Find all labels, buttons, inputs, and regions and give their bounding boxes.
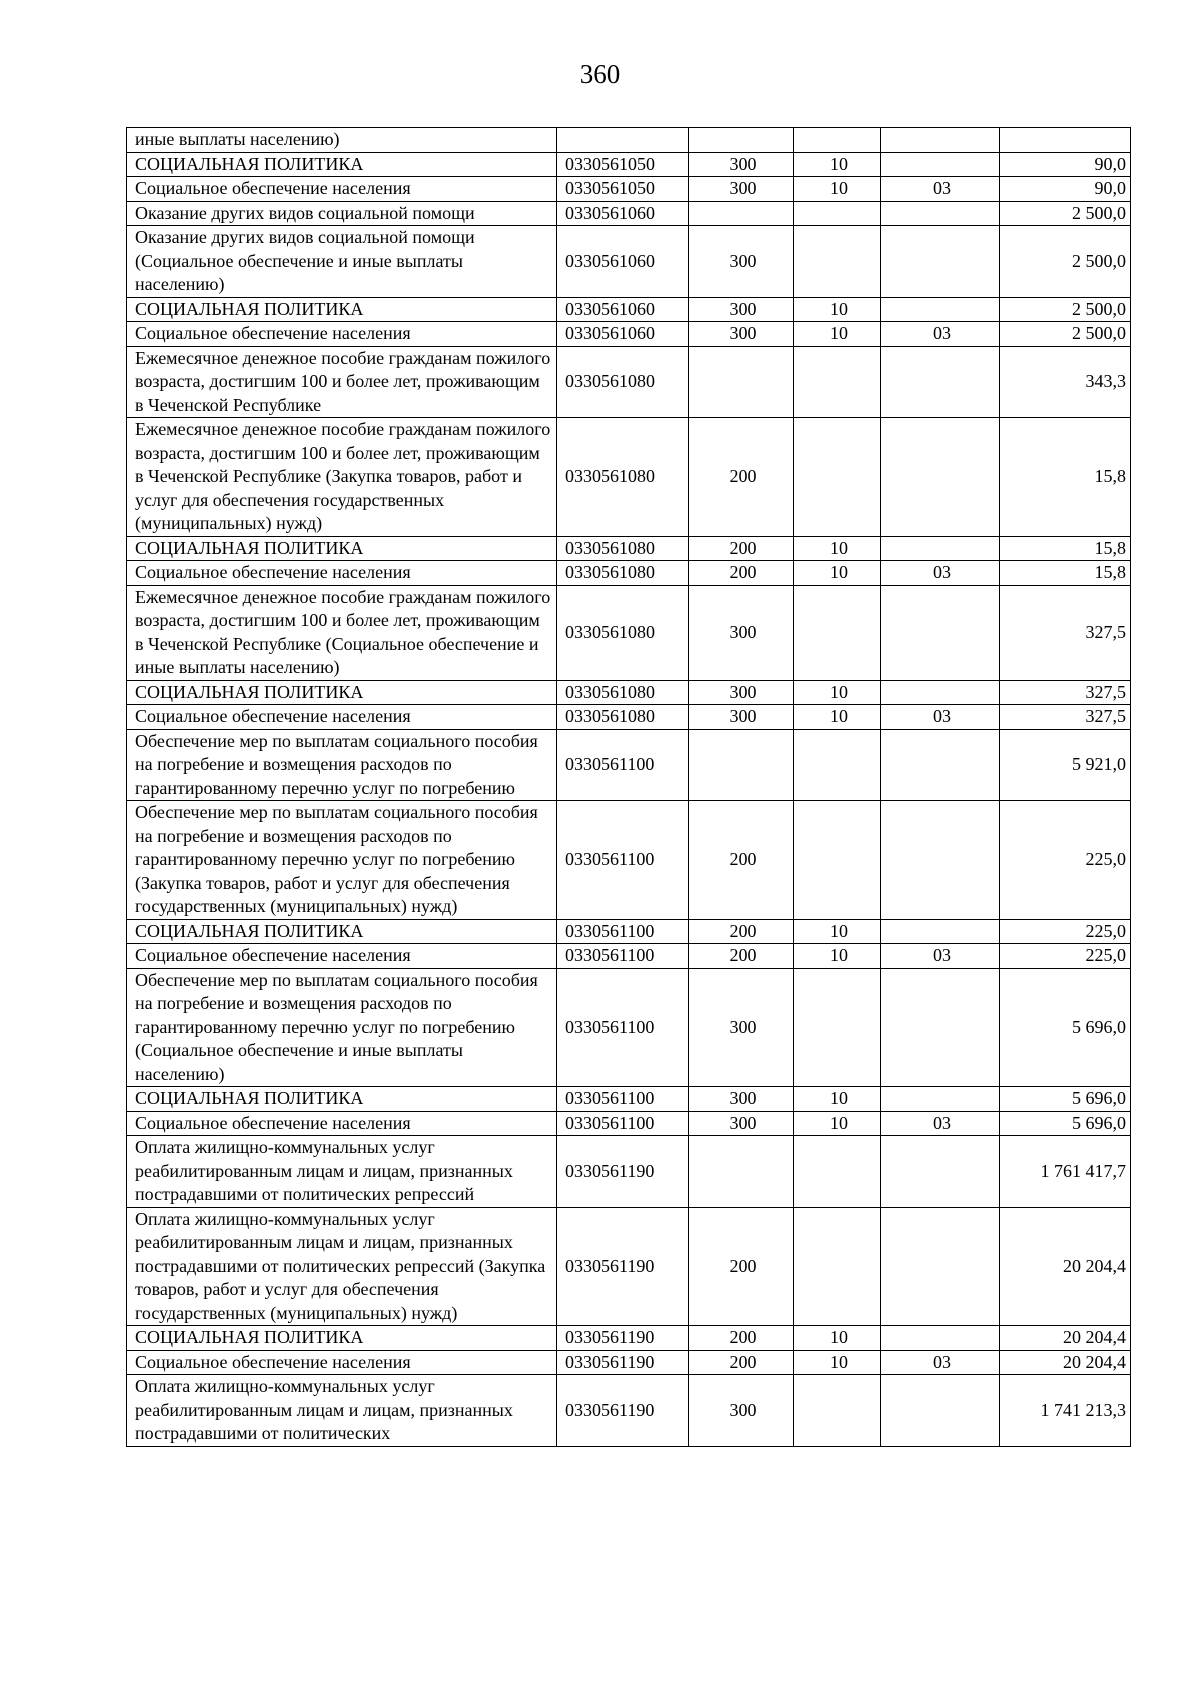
row-name-cell: Социальное обеспечение населения bbox=[127, 705, 557, 730]
section-cell: 10 bbox=[794, 1111, 881, 1136]
target-code-cell: 0330561080 bbox=[557, 346, 689, 418]
expense-type-cell: 300 bbox=[689, 322, 794, 347]
subsection-cell bbox=[881, 585, 1000, 680]
section-cell: 10 bbox=[794, 177, 881, 202]
section-cell: 10 bbox=[794, 944, 881, 969]
row-name-cell: Социальное обеспечение населения bbox=[127, 944, 557, 969]
table-row bbox=[127, 968, 1131, 1087]
section-cell bbox=[794, 1207, 881, 1326]
section-cell: 10 bbox=[794, 680, 881, 705]
table-row bbox=[127, 705, 1131, 730]
section-cell bbox=[794, 729, 881, 801]
table-row bbox=[127, 729, 1131, 801]
expense-type-cell bbox=[689, 128, 794, 153]
subsection-cell bbox=[881, 128, 1000, 153]
target-code-cell: 0330561060 bbox=[557, 322, 689, 347]
section-cell: 10 bbox=[794, 536, 881, 561]
amount-cell: 90,0 bbox=[1000, 152, 1131, 177]
budget-table-body bbox=[127, 128, 1131, 1447]
target-code-cell bbox=[557, 128, 689, 153]
target-code-cell: 0330561100 bbox=[557, 1087, 689, 1112]
subsection-cell: 03 bbox=[881, 177, 1000, 202]
subsection-cell: 03 bbox=[881, 1350, 1000, 1375]
row-name-cell: Социальное обеспечение населения bbox=[127, 1350, 557, 1375]
amount-cell: 2 500,0 bbox=[1000, 322, 1131, 347]
target-code-cell: 0330561080 bbox=[557, 705, 689, 730]
target-code-cell: 0330561080 bbox=[557, 418, 689, 537]
amount-cell: 20 204,4 bbox=[1000, 1326, 1131, 1351]
subsection-cell: 03 bbox=[881, 944, 1000, 969]
row-name-cell: Ежемесячное денежное пособие гражданам пожилого возраста, достигшим 100 и более лет, проживающим в Чеченской Республике (Закупка товаров, работ и услуг для обеспечения государственных (муниципальных) нужд) bbox=[127, 418, 557, 537]
row-name-cell: СОЦИАЛЬНАЯ ПОЛИТИКА bbox=[127, 1326, 557, 1351]
subsection-cell bbox=[881, 1207, 1000, 1326]
subsection-cell bbox=[881, 729, 1000, 801]
section-cell: 10 bbox=[794, 561, 881, 586]
subsection-cell bbox=[881, 919, 1000, 944]
expense-type-cell: 300 bbox=[689, 585, 794, 680]
subsection-cell bbox=[881, 346, 1000, 418]
target-code-cell: 0330561060 bbox=[557, 226, 689, 298]
section-cell: 10 bbox=[794, 1087, 881, 1112]
subsection-cell bbox=[881, 418, 1000, 537]
target-code-cell: 0330561050 bbox=[557, 177, 689, 202]
section-cell bbox=[794, 201, 881, 226]
subsection-cell bbox=[881, 680, 1000, 705]
target-code-cell: 0330561080 bbox=[557, 536, 689, 561]
amount-cell: 1 741 213,3 bbox=[1000, 1375, 1131, 1447]
subsection-cell: 03 bbox=[881, 705, 1000, 730]
target-code-cell: 0330561190 bbox=[557, 1136, 689, 1208]
expense-type-cell: 300 bbox=[689, 705, 794, 730]
row-name-cell: Обеспечение мер по выплатам социального пособия на погребение и возмещения расходов по гарантированному перечню услуг по погребению (Социальное обеспечение и иные выплаты населению) bbox=[127, 968, 557, 1087]
target-code-cell: 0330561100 bbox=[557, 1111, 689, 1136]
table-row bbox=[127, 561, 1131, 586]
expense-type-cell: 300 bbox=[689, 297, 794, 322]
table-row bbox=[127, 1111, 1131, 1136]
expense-type-cell: 300 bbox=[689, 177, 794, 202]
expense-type-cell: 300 bbox=[689, 1087, 794, 1112]
table-row bbox=[127, 322, 1131, 347]
row-name-cell: Оказание других видов социальной помощи bbox=[127, 201, 557, 226]
amount-cell: 15,8 bbox=[1000, 418, 1131, 537]
table-row bbox=[127, 1087, 1131, 1112]
amount-cell: 2 500,0 bbox=[1000, 201, 1131, 226]
row-name-cell: Социальное обеспечение населения bbox=[127, 322, 557, 347]
section-cell bbox=[794, 128, 881, 153]
expense-type-cell: 200 bbox=[689, 418, 794, 537]
row-name-cell: СОЦИАЛЬНАЯ ПОЛИТИКА bbox=[127, 297, 557, 322]
table-row bbox=[127, 177, 1131, 202]
target-code-cell: 0330561080 bbox=[557, 561, 689, 586]
row-name-cell: СОЦИАЛЬНАЯ ПОЛИТИКА bbox=[127, 919, 557, 944]
amount-cell: 327,5 bbox=[1000, 585, 1131, 680]
amount-cell: 2 500,0 bbox=[1000, 226, 1131, 298]
subsection-cell: 03 bbox=[881, 561, 1000, 586]
section-cell: 10 bbox=[794, 705, 881, 730]
page-number: 360 bbox=[579, 59, 621, 89]
section-cell bbox=[794, 585, 881, 680]
target-code-cell: 0330561190 bbox=[557, 1350, 689, 1375]
target-code-cell: 0330561080 bbox=[557, 680, 689, 705]
row-name-cell: Ежемесячное денежное пособие гражданам пожилого возраста, достигшим 100 и более лет, проживающим в Чеченской Республике bbox=[127, 346, 557, 418]
amount-cell: 327,5 bbox=[1000, 705, 1131, 730]
amount-cell: 5 696,0 bbox=[1000, 1111, 1131, 1136]
budget-table bbox=[126, 127, 1131, 1447]
section-cell bbox=[794, 968, 881, 1087]
amount-cell: 5 696,0 bbox=[1000, 1087, 1131, 1112]
table-row bbox=[127, 418, 1131, 537]
table-row bbox=[127, 585, 1131, 680]
expense-type-cell: 200 bbox=[689, 561, 794, 586]
row-name-cell: Оплата жилищно-коммунальных услуг реабилитированным лицам и лицам, признанных пострадавшими от политических репрессий (Закупка товаров, работ и услуг для обеспечения государственных (муниципальных) нужд) bbox=[127, 1207, 557, 1326]
section-cell: 10 bbox=[794, 919, 881, 944]
expense-type-cell: 200 bbox=[689, 1207, 794, 1326]
section-cell: 10 bbox=[794, 297, 881, 322]
table-row bbox=[127, 919, 1131, 944]
target-code-cell: 0330561190 bbox=[557, 1207, 689, 1326]
subsection-cell: 03 bbox=[881, 322, 1000, 347]
target-code-cell: 0330561100 bbox=[557, 801, 689, 920]
row-name-cell: Оказание других видов социальной помощи (Социальное обеспечение и иные выплаты населению) bbox=[127, 226, 557, 298]
subsection-cell bbox=[881, 226, 1000, 298]
row-name-cell: Обеспечение мер по выплатам социального пособия на погребение и возмещения расходов по гарантированному перечню услуг по погребению (Закупка товаров, работ и услуг для обеспечения государственных (муниципальных) нужд) bbox=[127, 801, 557, 920]
row-name-cell: иные выплаты населению) bbox=[127, 128, 557, 153]
subsection-cell bbox=[881, 801, 1000, 920]
expense-type-cell: 200 bbox=[689, 944, 794, 969]
table-row bbox=[127, 1350, 1131, 1375]
expense-type-cell: 200 bbox=[689, 536, 794, 561]
expense-type-cell: 300 bbox=[689, 968, 794, 1087]
table-row bbox=[127, 346, 1131, 418]
section-cell: 10 bbox=[794, 1350, 881, 1375]
expense-type-cell bbox=[689, 729, 794, 801]
table-row bbox=[127, 201, 1131, 226]
row-name-cell: СОЦИАЛЬНАЯ ПОЛИТИКА bbox=[127, 152, 557, 177]
target-code-cell: 0330561100 bbox=[557, 919, 689, 944]
amount-cell: 15,8 bbox=[1000, 561, 1131, 586]
amount-cell: 5 921,0 bbox=[1000, 729, 1131, 801]
subsection-cell bbox=[881, 968, 1000, 1087]
amount-cell: 225,0 bbox=[1000, 801, 1131, 920]
target-code-cell: 0330561080 bbox=[557, 585, 689, 680]
target-code-cell: 0330561060 bbox=[557, 297, 689, 322]
expense-type-cell bbox=[689, 1136, 794, 1208]
target-code-cell: 0330561100 bbox=[557, 944, 689, 969]
section-cell bbox=[794, 346, 881, 418]
table-row bbox=[127, 226, 1131, 298]
amount-cell: 1 761 417,7 bbox=[1000, 1136, 1131, 1208]
subsection-cell bbox=[881, 201, 1000, 226]
row-name-cell: Социальное обеспечение населения bbox=[127, 561, 557, 586]
table-row bbox=[127, 297, 1131, 322]
section-cell: 10 bbox=[794, 322, 881, 347]
expense-type-cell: 300 bbox=[689, 1375, 794, 1447]
expense-type-cell: 300 bbox=[689, 152, 794, 177]
expense-type-cell: 300 bbox=[689, 680, 794, 705]
section-cell bbox=[794, 1375, 881, 1447]
subsection-cell bbox=[881, 297, 1000, 322]
expense-type-cell: 200 bbox=[689, 1326, 794, 1351]
target-code-cell: 0330561190 bbox=[557, 1375, 689, 1447]
row-name-cell: СОЦИАЛЬНАЯ ПОЛИТИКА bbox=[127, 1087, 557, 1112]
row-name-cell: Социальное обеспечение населения bbox=[127, 177, 557, 202]
table-row bbox=[127, 128, 1131, 153]
section-cell: 10 bbox=[794, 152, 881, 177]
row-name-cell: Оплата жилищно-коммунальных услуг реабилитированным лицам и лицам, признанных пострадавшими от политических bbox=[127, 1375, 557, 1447]
amount-cell: 343,3 bbox=[1000, 346, 1131, 418]
section-cell bbox=[794, 226, 881, 298]
row-name-cell: СОЦИАЛЬНАЯ ПОЛИТИКА bbox=[127, 536, 557, 561]
table-row bbox=[127, 1326, 1131, 1351]
amount-cell bbox=[1000, 128, 1131, 153]
row-name-cell: Обеспечение мер по выплатам социального пособия на погребение и возмещения расходов по гарантированному перечню услуг по погребению bbox=[127, 729, 557, 801]
amount-cell: 15,8 bbox=[1000, 536, 1131, 561]
target-code-cell: 0330561100 bbox=[557, 968, 689, 1087]
section-cell bbox=[794, 418, 881, 537]
table-row bbox=[127, 680, 1131, 705]
section-cell bbox=[794, 1136, 881, 1208]
expense-type-cell bbox=[689, 201, 794, 226]
table-row bbox=[127, 536, 1131, 561]
subsection-cell bbox=[881, 536, 1000, 561]
expense-type-cell: 200 bbox=[689, 801, 794, 920]
table-row bbox=[127, 1207, 1131, 1326]
section-cell bbox=[794, 801, 881, 920]
subsection-cell bbox=[881, 152, 1000, 177]
target-code-cell: 0330561100 bbox=[557, 729, 689, 801]
amount-cell: 5 696,0 bbox=[1000, 968, 1131, 1087]
amount-cell: 20 204,4 bbox=[1000, 1207, 1131, 1326]
subsection-cell: 03 bbox=[881, 1111, 1000, 1136]
amount-cell: 20 204,4 bbox=[1000, 1350, 1131, 1375]
subsection-cell bbox=[881, 1375, 1000, 1447]
subsection-cell bbox=[881, 1087, 1000, 1112]
expense-type-cell: 200 bbox=[689, 1350, 794, 1375]
row-name-cell: СОЦИАЛЬНАЯ ПОЛИТИКА bbox=[127, 680, 557, 705]
expense-type-cell: 200 bbox=[689, 919, 794, 944]
target-code-cell: 0330561050 bbox=[557, 152, 689, 177]
table-row bbox=[127, 152, 1131, 177]
amount-cell: 225,0 bbox=[1000, 944, 1131, 969]
expense-type-cell bbox=[689, 346, 794, 418]
table-row bbox=[127, 1136, 1131, 1208]
amount-cell: 327,5 bbox=[1000, 680, 1131, 705]
amount-cell: 225,0 bbox=[1000, 919, 1131, 944]
table-row bbox=[127, 801, 1131, 920]
expense-type-cell: 300 bbox=[689, 1111, 794, 1136]
amount-cell: 2 500,0 bbox=[1000, 297, 1131, 322]
target-code-cell: 0330561060 bbox=[557, 201, 689, 226]
subsection-cell bbox=[881, 1136, 1000, 1208]
row-name-cell: Оплата жилищно-коммунальных услуг реабилитированным лицам и лицам, признанных пострадавшими от политических репрессий bbox=[127, 1136, 557, 1208]
target-code-cell: 0330561190 bbox=[557, 1326, 689, 1351]
table-row bbox=[127, 1375, 1131, 1447]
subsection-cell bbox=[881, 1326, 1000, 1351]
expense-type-cell: 300 bbox=[689, 226, 794, 298]
row-name-cell: Социальное обеспечение населения bbox=[127, 1111, 557, 1136]
section-cell: 10 bbox=[794, 1326, 881, 1351]
table-row bbox=[127, 944, 1131, 969]
amount-cell: 90,0 bbox=[1000, 177, 1131, 202]
row-name-cell: Ежемесячное денежное пособие гражданам пожилого возраста, достигшим 100 и более лет, проживающим в Чеченской Республике (Социальное обеспечение и иные выплаты населению) bbox=[127, 585, 557, 680]
